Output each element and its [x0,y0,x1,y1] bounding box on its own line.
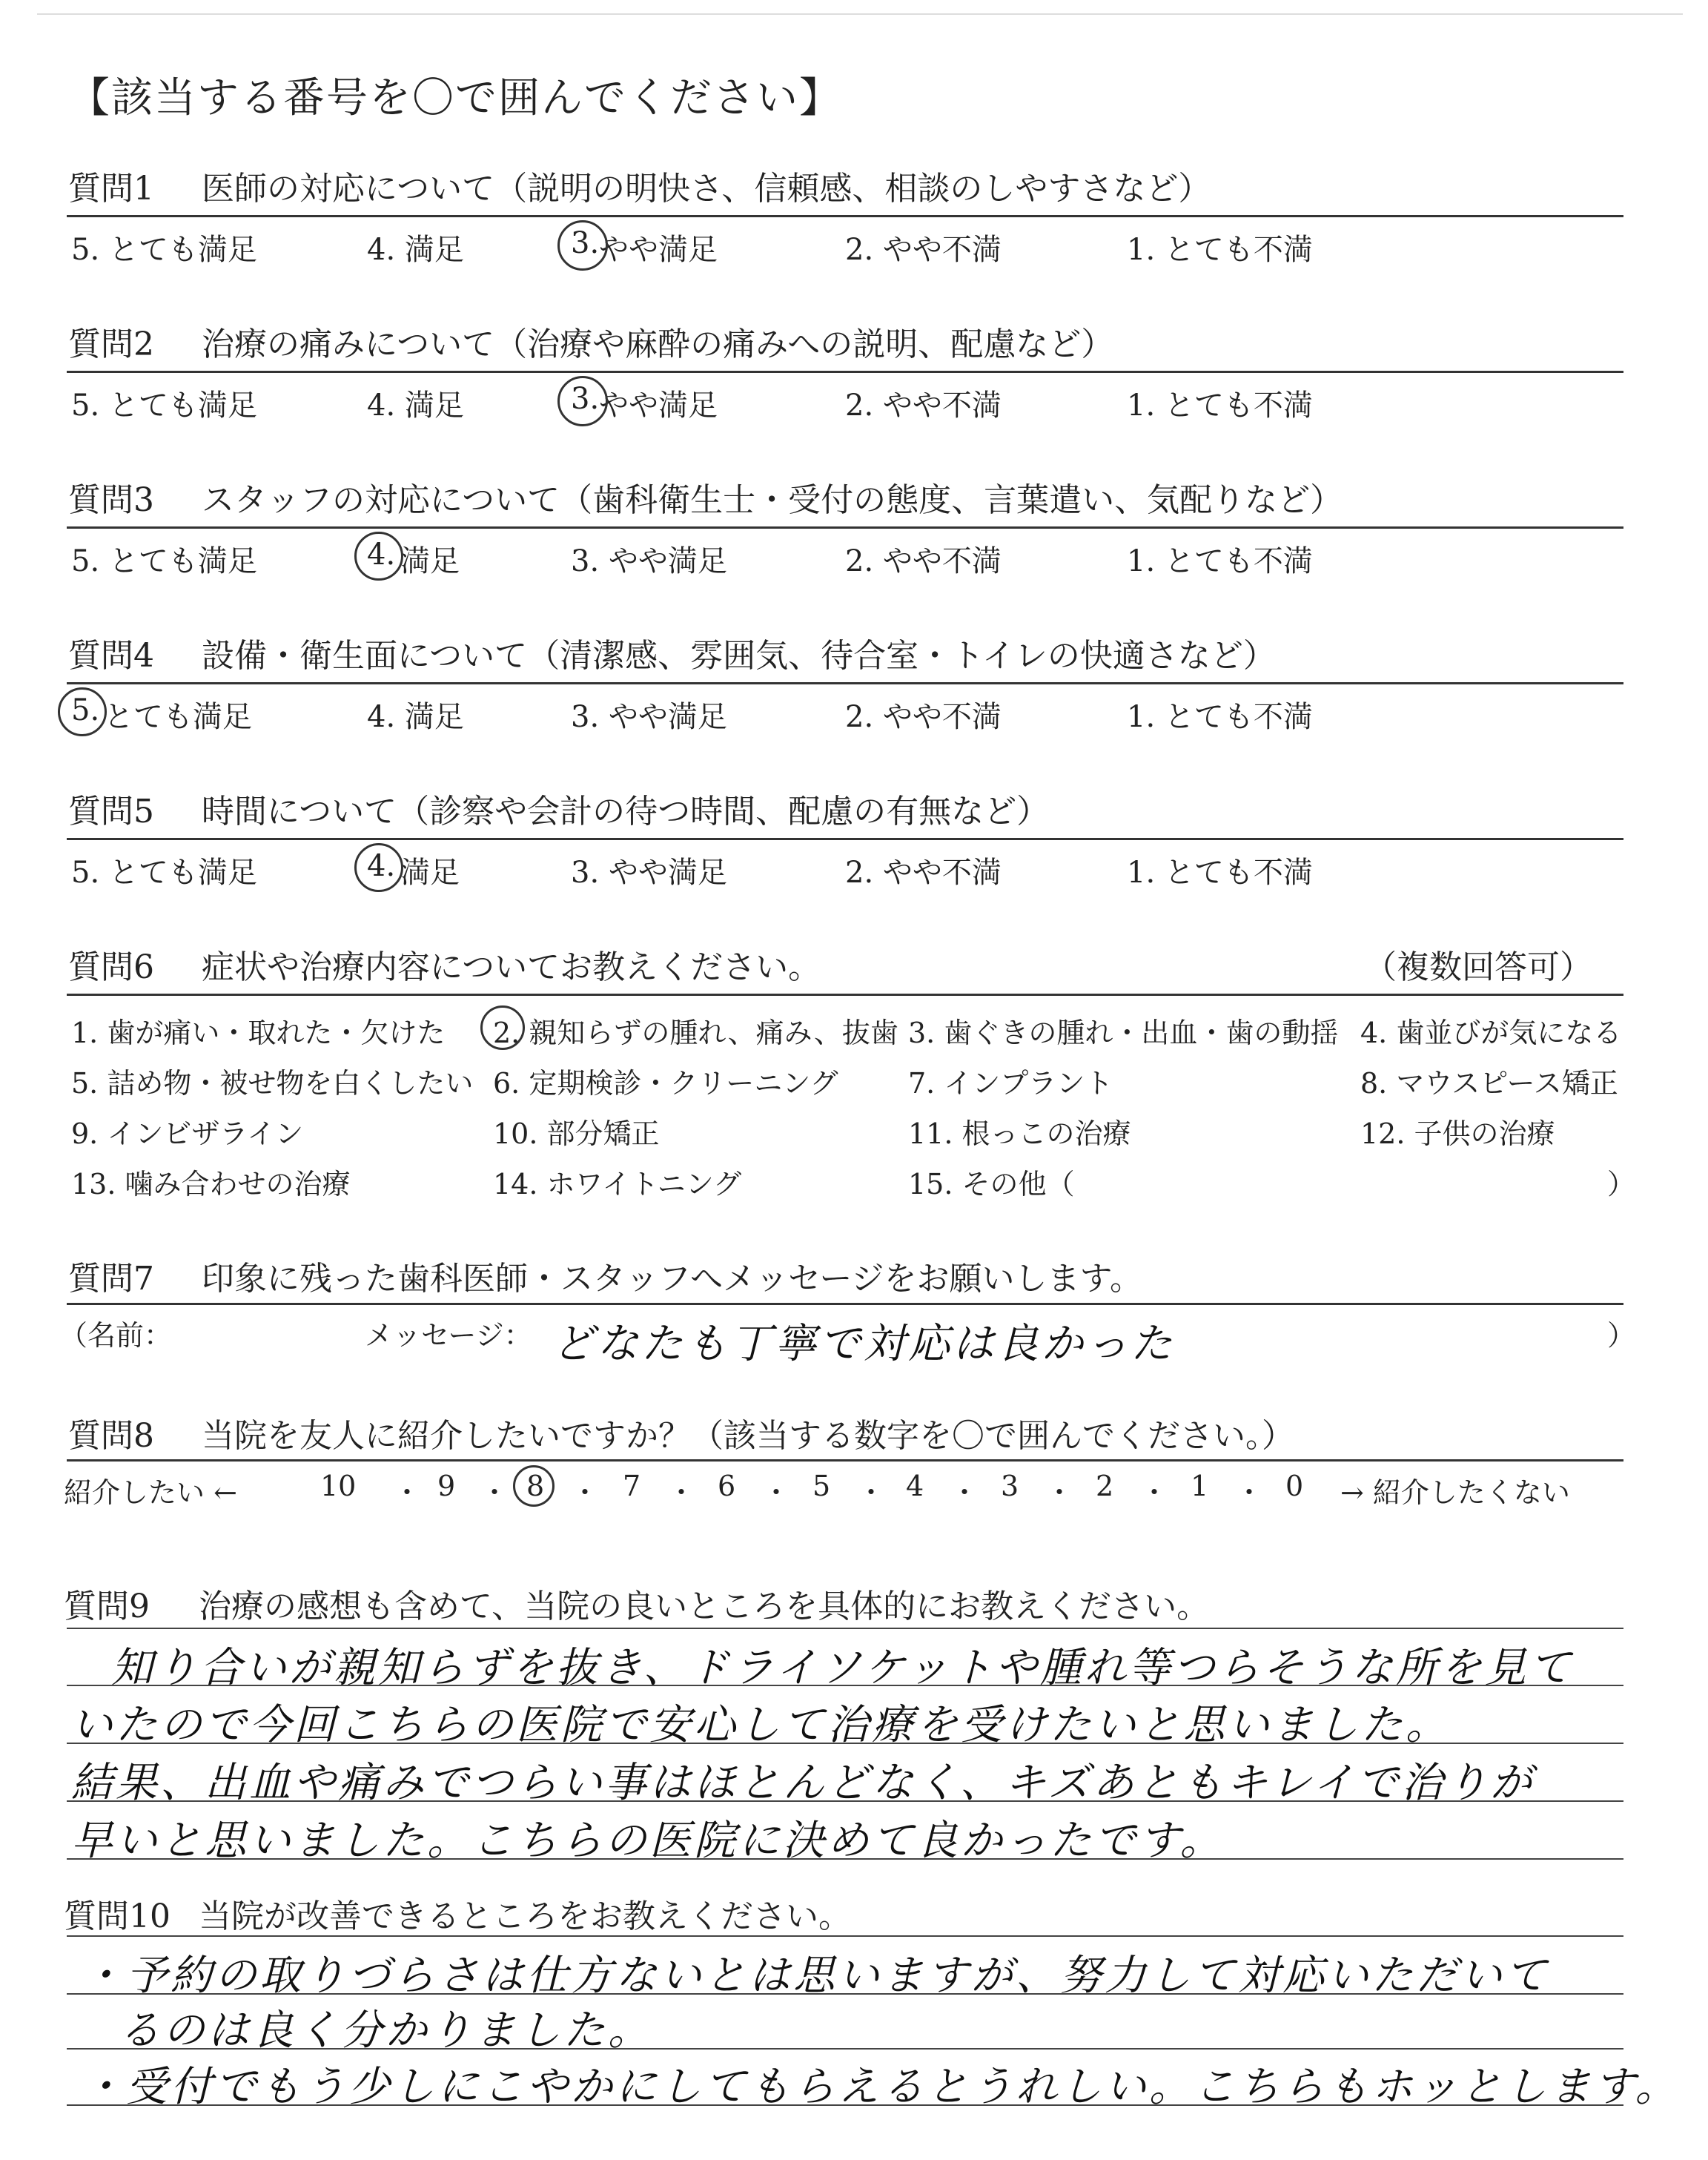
q1-opt3-text[interactable]: やや満足 [599,233,718,267]
q6-note: （複数回答可） [1364,948,1592,986]
q10-answer-line-2[interactable]: るのは良く分かりました。 [119,2007,652,2055]
q8-scale-4[interactable]: 4 [906,1470,924,1502]
q3-label: 質問3 [68,481,154,519]
q10-rule [67,2048,1623,2050]
q6-item-15[interactable]: 15. その他（ [908,1168,1075,1200]
q5-opt5[interactable]: 5. とても満足 [71,856,257,890]
page-top-border [37,13,1683,15]
q5-opt2[interactable]: 2. やや不満 [845,856,1002,890]
q8-dot: ・ [950,1476,979,1509]
q4-text: 設備・衛生面について（清潔感、雰囲気、待合室・トイレの快適さなど） [202,637,1276,675]
q5-opt3[interactable]: 3. やや満足 [571,856,727,890]
q8-scale-3[interactable]: 3 [1001,1470,1019,1502]
q8-dot: ・ [667,1476,696,1509]
q8-dot: ・ [762,1476,791,1509]
q3-text: スタッフの対応について（歯科衛生士・受付の態度、言葉遣い、気配りなど） [202,481,1343,519]
q8-dot: ・ [571,1476,600,1509]
q2-opt2[interactable]: 2. やや不満 [845,389,1002,423]
q1-opt1[interactable]: 1. とても不満 [1127,233,1313,267]
q6-item-8[interactable]: 8. マウスピース矯正 [1360,1067,1618,1100]
q9-text: 治療の感想も含めて、当院の良いところを具体的にお教えください。 [199,1588,1210,1625]
q6-item-4[interactable]: 4. 歯並びが気になる [1360,1017,1622,1049]
q8-dot: ・ [857,1476,886,1509]
q8-dot: ・ [1045,1476,1074,1509]
q1-text: 医師の対応について（説明の明快さ、信頼感、相談のしやすさなど） [202,170,1211,208]
q1-opt2[interactable]: 2. やや不満 [845,233,1002,267]
q8-text: 当院を友人に紹介したいですか？（該当する数字を〇で囲んでください。） [202,1417,1294,1455]
q6-item-10[interactable]: 10. 部分矯正 [493,1117,660,1150]
q2-label: 質問2 [68,326,154,363]
q6-item-15-close: ） [1607,1168,1636,1200]
q8-underline [67,1459,1623,1462]
q6-item-12[interactable]: 12. 子供の治療 [1360,1117,1555,1150]
q9-label: 質問9 [64,1588,150,1625]
instruction-header: 【該当する番号を〇で囲んでください】 [68,74,842,122]
q9-rule [67,1800,1623,1802]
q10-answer-line-1[interactable]: ・予約の取りづらさは仕方ないとは思いますが、努力して対応いただいて [82,1952,1549,2000]
q3-opt5[interactable]: 5. とても満足 [71,544,257,578]
q7-message-label: メッセージ： [365,1319,532,1352]
q2-text: 治療の痛みについて（治療や麻酔の痛みへの説明、配慮など） [202,326,1114,363]
q9-answer-line-3[interactable]: 結果、出血や痛みでつらい事はほとんどなく、キズあともキレイで治りが [71,1759,1535,1807]
q4-label: 質問4 [68,637,154,675]
q1-opt4[interactable]: 4. 満足 [367,233,464,267]
q10-answer-line-3[interactable]: ・受付でもう少しにこやかにしてもらえるとうれしい。こちらもホッとします。 [82,2063,1680,2111]
q9-rule [67,1628,1623,1629]
q6-text: 症状や治療内容についてお教えください。 [202,948,821,986]
q5-label: 質問5 [68,793,154,830]
q3-opt2[interactable]: 2. やや不満 [845,544,1002,578]
q10-rule [67,2104,1623,2106]
q8-dot: ・ [1235,1476,1264,1509]
q4-opt5-num[interactable]: 5. [71,693,100,727]
q6-item-5[interactable]: 5. 詰め物・被せ物を白くしたい [71,1067,474,1100]
q1-label: 質問1 [68,170,154,208]
q8-left-label: 紹介したい ← [64,1476,237,1509]
q2-opt3-text[interactable]: やや満足 [599,389,718,423]
q5-opt4-text[interactable]: 満足 [400,856,460,890]
q1-opt5[interactable]: 5. とても満足 [71,233,257,267]
q7-label: 質問7 [68,1260,154,1298]
q2-opt4[interactable]: 4. 満足 [367,389,464,423]
q5-opt1[interactable]: 1. とても不満 [1127,856,1313,890]
q8-scale-5[interactable]: 5 [812,1470,831,1502]
q2-opt1[interactable]: 1. とても不満 [1127,389,1313,423]
q8-dot: ・ [393,1476,422,1509]
q5-text: 時間について（診察や会計の待つ時間、配慮の有無など） [202,793,1050,830]
q8-scale-2[interactable]: 2 [1096,1470,1114,1502]
q8-scale-0[interactable]: 0 [1285,1470,1304,1502]
q6-underline [67,994,1623,996]
q3-opt4-num[interactable]: 4. [367,538,396,572]
q2-underline [67,371,1623,373]
q10-label: 質問10 [64,1898,171,1935]
q8-scale-9[interactable]: 9 [437,1470,456,1502]
q10-text: 当院が改善できるところをお教えください。 [199,1898,851,1935]
q6-item-11[interactable]: 11. 根っこの治療 [908,1117,1131,1150]
q7-close: ） [1607,1319,1636,1352]
q8-dot: ・ [480,1476,509,1509]
q3-opt4-text[interactable]: 満足 [400,544,460,578]
q6-item-3[interactable]: 3. 歯ぐきの腫れ・出血・歯の動揺 [908,1017,1339,1049]
q5-underline [67,838,1623,840]
q8-dot: ・ [1140,1476,1169,1509]
q7-text: 印象に残った歯科医師・スタッフへメッセージをお願いします。 [202,1260,1142,1298]
q4-underline [67,682,1623,684]
q6-label: 質問6 [68,948,154,986]
q10-rule [67,1993,1623,1995]
q8-label: 質問8 [68,1417,154,1455]
q4-opt5-text[interactable]: とても満足 [104,700,252,734]
q6-item-7[interactable]: 7. インプラント [908,1067,1113,1100]
q2-opt3-num[interactable]: 3. [571,382,600,416]
q5-opt4-num[interactable]: 4. [367,849,396,883]
q9-rule [67,1685,1623,1686]
q9-rule [67,1743,1623,1744]
q9-rule [67,1858,1623,1860]
q4-opt3[interactable]: 3. やや満足 [571,700,727,734]
q9-answer-line-1[interactable]: 知り合いが親知らずを抜き、ドライソケットや腫れ等つらそうな所を見て [111,1644,1574,1692]
q7-underline [67,1303,1623,1305]
q6-item-2[interactable]: 2. 親知らずの腫れ、痛み、抜歯 [493,1017,898,1049]
q3-opt3[interactable]: 3. やや満足 [571,544,727,578]
q7-message-handwritten[interactable]: どなたも丁寧で対応は良かった [552,1320,1175,1368]
q8-scale-8[interactable]: 8 [526,1470,545,1502]
q1-underline [67,215,1623,217]
q8-scale-6[interactable]: 6 [718,1470,736,1502]
q8-right-label: → 紹介したくない [1340,1476,1570,1509]
q6-item-14[interactable]: 14. ホワイトニング [493,1168,742,1200]
q4-opt1[interactable]: 1. とても不満 [1127,700,1313,734]
q6-item-6[interactable]: 6. 定期検診・クリーニング [493,1067,838,1100]
q6-item-9[interactable]: 9. インビザライン [71,1117,304,1150]
q10-rule [67,1935,1623,1937]
q6-item-1[interactable]: 1. 歯が痛い・取れた・欠けた [71,1017,446,1049]
q8-scale-1[interactable]: 1 [1191,1470,1209,1502]
q9-answer-line-2[interactable]: いたので今回こちらの医院で安心して治療を受けたいと思いました。 [71,1701,1450,1749]
q3-opt1[interactable]: 1. とても不満 [1127,544,1313,578]
q7-name-label: （名前： [59,1319,173,1352]
q2-opt5[interactable]: 5. とても満足 [71,389,257,423]
q6-item-13[interactable]: 13. 噛み合わせの治療 [71,1168,351,1200]
q9-answer-line-4[interactable]: 早いと思いました。こちらの医院に決めて良かったです。 [71,1817,1225,1865]
q3-underline [67,526,1623,529]
q8-scale-10[interactable]: 10 [320,1470,357,1502]
q8-scale-7[interactable]: 7 [623,1470,641,1502]
q1-opt3-num[interactable]: 3. [571,226,600,260]
q4-opt4[interactable]: 4. 満足 [367,700,464,734]
q4-opt2[interactable]: 2. やや不満 [845,700,1002,734]
